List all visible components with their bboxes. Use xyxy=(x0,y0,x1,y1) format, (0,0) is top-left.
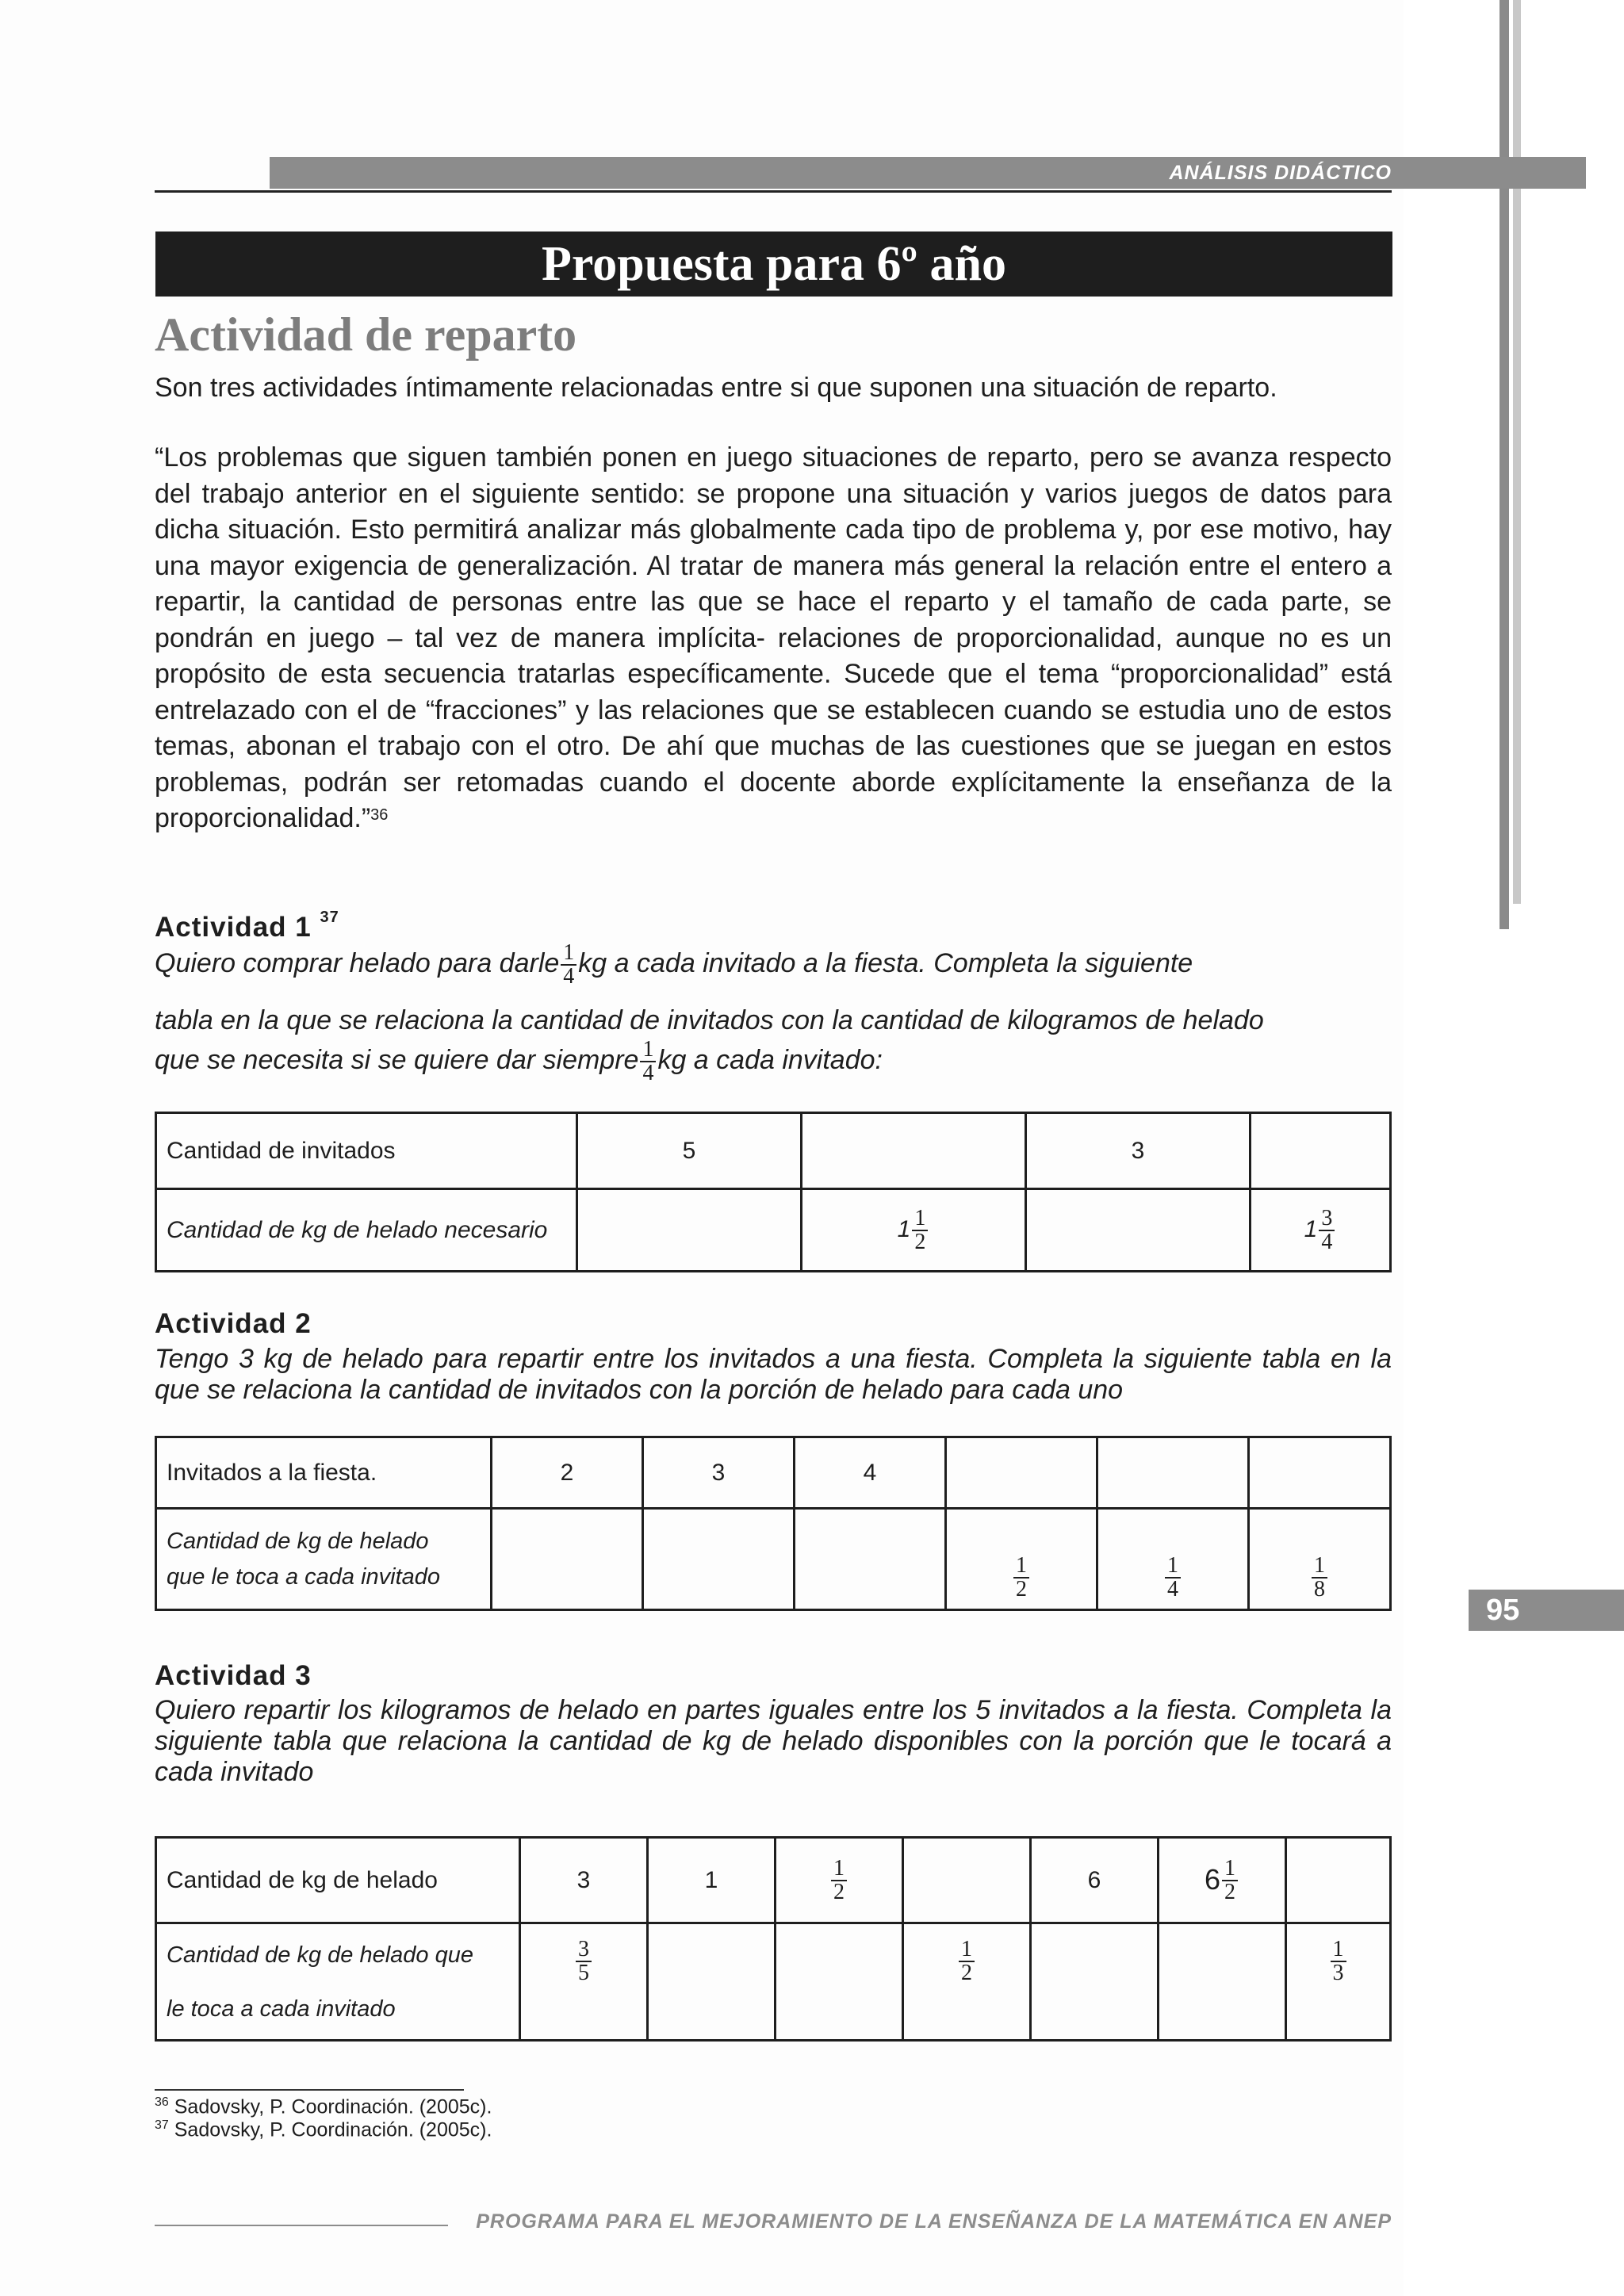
table-cell: 3 xyxy=(520,1838,648,1923)
mixed-whole: 6 xyxy=(1204,1863,1221,1896)
fraction-numerator: 1 xyxy=(1222,1858,1238,1881)
fraction-denominator: 4 xyxy=(1167,1577,1178,1601)
activity-1-line-3-b: kg a cada invitado: xyxy=(657,1044,883,1075)
fraction-numerator: 1 xyxy=(1331,1938,1346,1962)
activity-1-line-3 xyxy=(155,1039,883,1085)
table-row-label xyxy=(156,1509,492,1610)
mixed-number xyxy=(1204,1855,1239,1904)
mixed-number xyxy=(1304,1205,1337,1254)
mixed-whole: 1 xyxy=(1304,1216,1318,1243)
row-label-line: que le toca a cada invitado xyxy=(167,1563,441,1590)
fraction-numerator: 1 xyxy=(1013,1555,1029,1578)
fraction xyxy=(959,1938,975,1984)
activity-3-table xyxy=(155,1836,1392,2042)
activity-2-table xyxy=(155,1436,1392,1611)
footnote-ref-37: 37 xyxy=(320,909,339,926)
table-row xyxy=(156,1189,1391,1272)
fraction xyxy=(831,1855,847,1904)
mixed-whole: 1 xyxy=(897,1216,911,1243)
fraction-denominator: 3 xyxy=(1332,1961,1344,1985)
table-row-label: Cantidad de invitados xyxy=(156,1113,577,1189)
table-cell xyxy=(802,1189,1026,1272)
table-row xyxy=(156,1113,1391,1189)
table-row xyxy=(156,1838,1391,1923)
table-row xyxy=(156,1437,1391,1509)
fraction-numerator: 1 xyxy=(561,942,576,966)
section-title: Actividad de reparto xyxy=(155,308,577,361)
table-cell xyxy=(1159,1838,1286,1923)
quote-text: “Los problemas que siguen también ponen en juego situaciones de reparto, pero se avanza respecto del trabajo anterior en el siguiente sentido: se propone una situación y varios juegos de datos para dicha situación. Esto permitirá analizar más globalmente cada tipo de problema y, por ese motivo, hay una mayor exigencia de generalización. Al tratar de manera más general la relación entre el entero a repartir, la cantidad de personas entre las que se hace el reparto y el tamaño de cada parte, se pondrán en juego – tal vez de manera implícita- relaciones de proporcionalidad, aunque no es un propósito de esta secuencia tratarlas específicamente. Sucede que el tema “proporcionalidad” está entrelazado con el de “fracciones” y las relaciones que se establecen cuando se estudia uno de estos temas, abonan el trabajo con el otro. De ahí que muchas de las cuestiones que se juegan en estos problemas, podrán ser retomadas cuando el docente aborde explícitamente la enseñanza de la proporcionalidad.” xyxy=(155,442,1392,833)
fraction-denominator: 2 xyxy=(914,1229,926,1254)
fraction-numerator: 1 xyxy=(1312,1555,1327,1578)
footnote-number: 36 xyxy=(155,2095,169,2109)
table-cell: 3 xyxy=(1026,1113,1251,1189)
table-cell xyxy=(1097,1509,1249,1610)
activity-3-title: Actividad 3 xyxy=(155,1660,312,1691)
mixed-number xyxy=(897,1205,930,1254)
table-cell xyxy=(776,1923,903,2041)
fraction-denominator: 4 xyxy=(563,964,575,989)
footnote-ref-36: 36 xyxy=(370,806,389,824)
table-cell: 5 xyxy=(577,1113,802,1189)
fraction-denominator: 4 xyxy=(1321,1229,1333,1254)
fraction-numerator: 1 xyxy=(912,1207,928,1231)
footnote-text: Sadovsky, P. Coordinación. (2005c). xyxy=(174,2118,492,2141)
table-cell xyxy=(802,1113,1026,1189)
table-cell xyxy=(492,1509,643,1610)
table-cell xyxy=(643,1509,795,1610)
row-label-line: Cantidad de kg de helado xyxy=(167,1528,429,1554)
table-row xyxy=(156,1923,1391,2041)
table-cell xyxy=(1097,1437,1249,1509)
header-rule xyxy=(155,190,1392,193)
footer-rule xyxy=(155,2225,448,2226)
fraction-one-quarter xyxy=(561,942,576,988)
activity-3-text: Quiero repartir los kilogramos de helado en partes iguales entre los 5 invitados a la fiesta. Completa la siguiente tabla que relaciona la cantidad de kg de helado disponibles con la porción que le tocará a cada invitado xyxy=(155,1695,1392,1787)
fraction-one-quarter xyxy=(640,1039,656,1085)
fraction xyxy=(1222,1855,1238,1904)
footnote-36 xyxy=(155,2095,492,2118)
table-row-label: Invitados a la fiesta. xyxy=(156,1437,492,1509)
table-cell xyxy=(648,1923,776,2041)
fraction xyxy=(576,1938,592,1984)
fraction xyxy=(1013,1555,1029,1601)
fraction-denominator: 8 xyxy=(1314,1577,1325,1601)
fraction xyxy=(1319,1207,1335,1253)
activity-1-title xyxy=(155,909,339,943)
table-row xyxy=(156,1509,1391,1610)
page-number-box xyxy=(1469,1590,1624,1631)
table-cell xyxy=(1251,1189,1391,1272)
table-cell xyxy=(1026,1189,1251,1272)
fraction-numerator: 3 xyxy=(1319,1207,1335,1231)
table-row-label: Cantidad de kg de helado xyxy=(156,1838,520,1923)
table-cell xyxy=(1251,1113,1391,1189)
fraction-denominator: 4 xyxy=(642,1061,654,1085)
activity-1-line-1 xyxy=(155,942,1193,988)
table-cell: 6 xyxy=(1031,1838,1159,1923)
footer-program-title: PROGRAMA PARA EL MEJORAMIENTO DE LA ENSEÑANZA DE LA MATEMÁTICA EN ANEP xyxy=(476,2210,1392,2233)
table-cell xyxy=(1286,1838,1391,1923)
fraction xyxy=(1312,1555,1327,1601)
footnote-text: Sadovsky, P. Coordinación. (2005c). xyxy=(174,2095,492,2118)
table-cell: 3 xyxy=(643,1437,795,1509)
fraction-denominator: 2 xyxy=(1016,1577,1027,1601)
table-cell xyxy=(946,1437,1097,1509)
table-cell: 2 xyxy=(492,1437,643,1509)
page-number: 95 xyxy=(1486,1594,1520,1627)
fraction-denominator: 2 xyxy=(833,1879,845,1904)
table-cell xyxy=(1286,1923,1391,2041)
table-cell xyxy=(1031,1923,1159,2041)
header-section-label: ANÁLISIS DIDÁCTICO xyxy=(1169,162,1392,184)
fraction-denominator: 2 xyxy=(961,1961,972,1985)
activity-1-line-1-b: kg a cada invitado a la fiesta. Completa la siguiente xyxy=(578,947,1193,978)
activity-2-title: Actividad 2 xyxy=(155,1308,312,1339)
activity-1-line-2: tabla en la que se relaciona la cantidad de invitados con la cantidad de kilogramos de helado xyxy=(155,1005,1264,1035)
table-cell xyxy=(903,1838,1031,1923)
table-cell xyxy=(795,1509,946,1610)
side-bar-dark xyxy=(1500,0,1509,929)
fraction-numerator: 1 xyxy=(640,1039,656,1062)
fraction xyxy=(1331,1938,1346,1984)
table-cell: 1 xyxy=(648,1838,776,1923)
activity-1-table xyxy=(155,1112,1392,1272)
footnote-number: 37 xyxy=(155,2118,169,2132)
activity-1-title-text: Actividad 1 xyxy=(155,912,312,943)
table-row-label xyxy=(156,1923,520,2041)
row-label-line: Cantidad de kg de helado que xyxy=(167,1942,473,1968)
fraction xyxy=(1165,1555,1181,1601)
page-title: Propuesta para 6º año xyxy=(155,232,1392,297)
quote-paragraph xyxy=(155,440,1392,837)
table-cell xyxy=(903,1923,1031,2041)
table-cell xyxy=(946,1509,1097,1610)
footnote-37 xyxy=(155,2118,492,2141)
table-cell xyxy=(1249,1437,1391,1509)
table-cell xyxy=(1159,1923,1286,2041)
row-label-line: le toca a cada invitado xyxy=(167,1996,396,2022)
fraction-denominator: 2 xyxy=(1224,1879,1236,1904)
fraction-numerator: 1 xyxy=(831,1858,847,1881)
table-cell xyxy=(520,1923,648,2041)
fraction-numerator: 1 xyxy=(959,1938,975,1962)
table-cell xyxy=(776,1838,903,1923)
side-bar-light xyxy=(1513,0,1521,904)
intro-paragraph: Son tres actividades íntimamente relacionadas entre si que suponen una situación de reparto. xyxy=(155,373,1277,403)
fraction-numerator: 1 xyxy=(1165,1555,1181,1578)
table-cell xyxy=(577,1189,802,1272)
activity-1-line-3-a: que se necesita si se quiere dar siempre xyxy=(155,1044,639,1075)
activity-2-text: Tengo 3 kg de helado para repartir entre los invitados a una fiesta. Completa la siguiente tabla en la que se relaciona la cantidad de invitados con la porción de helado para cada uno xyxy=(155,1344,1392,1405)
activity-1-line-1-a: Quiero comprar helado para darle xyxy=(155,947,560,978)
fraction xyxy=(912,1207,928,1253)
table-cell: 4 xyxy=(795,1437,946,1509)
table-cell xyxy=(1249,1509,1391,1610)
footnote-rule xyxy=(155,2089,464,2091)
table-row-label: Cantidad de kg de helado necesario xyxy=(156,1189,577,1272)
fraction-numerator: 3 xyxy=(576,1938,592,1962)
fraction-denominator: 5 xyxy=(578,1961,589,1985)
